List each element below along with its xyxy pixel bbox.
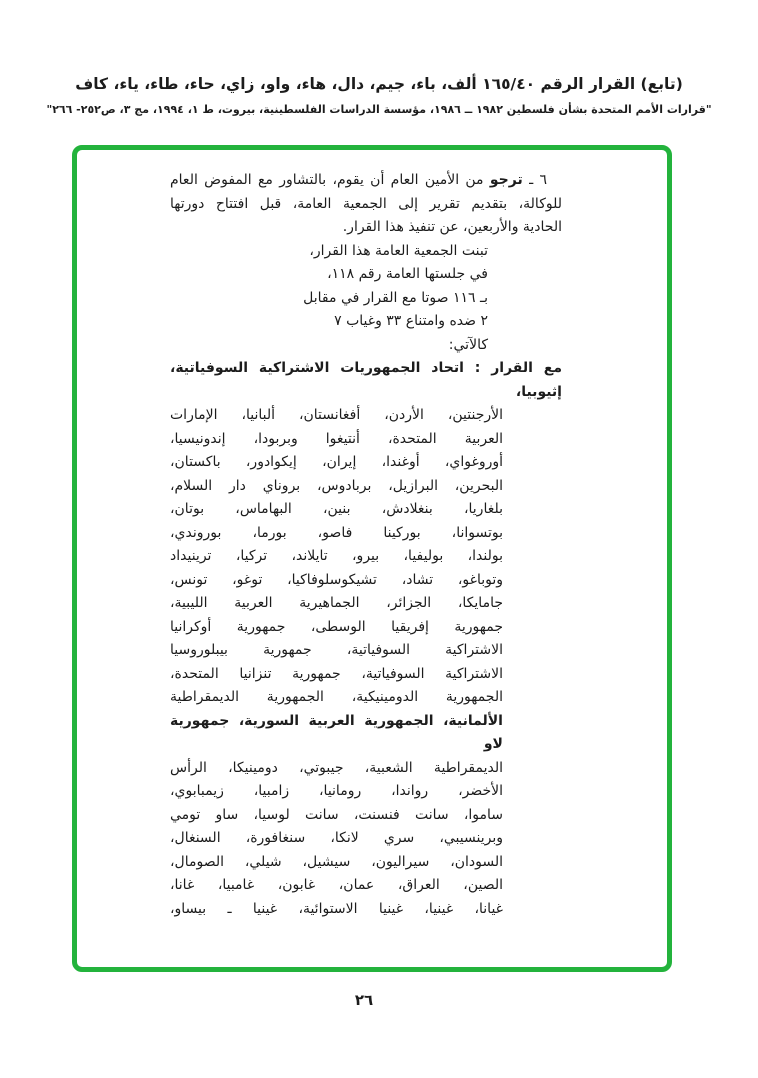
text-line: الاشتراكية السوفياتية، جمهورية بيبلوروسيا: [170, 642, 503, 658]
operative-verb: ترجو: [489, 172, 523, 188]
paragraph-6-line-1: [170, 169, 562, 193]
page-number: ٢٦: [354, 991, 374, 1009]
header-source-citation: "قرارات الأمم المتحدة بشأن فلسطين ١٩٨٢ ــ ١٩٨٦، مؤسسة الدراسات الفلسطينية، بيروت، ط ١، ١٩٩٤، مج ٣، ص٢٥٢- ٢٦٦": [46, 103, 712, 116]
text-line: الأخضر، رواندا، رومانيا، زامبيا، زيمبابوي،: [170, 783, 503, 799]
text-line: وبرينسيبي، سري لانكا، سنغافورة، السنغال،: [170, 830, 503, 846]
in-favour-heading-line: [170, 357, 562, 404]
paragraph-6-line-3: الحادية والأربعين، عن تنفيذ هذا القرار.: [342, 219, 562, 235]
page-number-area: [0, 990, 743, 1009]
text-line: أوروغواي، أوغندا، إيران، إيكوادور، باكستان،: [170, 454, 503, 470]
text-line: ٢ ضده وامتناع ٣٣ وغياب ٧: [334, 313, 488, 329]
text-line: البحرين، البرازيل، بربادوس، بروناي دار السلام،: [170, 477, 503, 494]
text-line: في جلستها العامة رقم ١١٨،: [327, 266, 488, 282]
text-line: ساموا، سانت فنسنت، سانت لوسيا، ساو تومي: [170, 806, 503, 823]
colon-separator: :: [474, 360, 481, 376]
text-line: غيانا، غينيا، غينيا الاستوائية، غينيا ـ بيساو،: [170, 900, 503, 917]
document-body: [170, 169, 562, 921]
text-line: الجمهورية الدومينيكية، الجمهورية الديمقراطية: [170, 689, 503, 705]
in-favour-label: مع القرار: [491, 360, 562, 376]
text-line: الألمانية، الجمهورية العربية السورية، جمهورية لاو: [170, 712, 503, 752]
text-line: السودان، سيراليون، سيشيل، شيلي، الصومال،: [170, 853, 503, 870]
text-line: جامايكا، الجزائر، الجماهيرية العربية الليبية،: [170, 595, 503, 611]
text-line: كالآتي:: [448, 336, 488, 353]
text-line: بـ ١١٦ صوتا مع القرار في مقابل: [303, 289, 488, 306]
paragraph-6-text: من الأمين العام أن يقوم، بالتشاور مع المفوض العام: [170, 172, 484, 188]
text-line: جمهورية إفريقيا الوسطى، جمهورية أوكرانيا: [170, 618, 503, 635]
text-line: الاشتراكية السوفياتية، جمهورية تنزانيا المتحدة،: [170, 665, 503, 682]
text-line: بلغاريا، بنغلادش، بنين، البهاماس، بوتان،: [170, 501, 503, 517]
text-line: بولندا، بوليفيا، بيرو، تايلاند، تركيا، ترينيداد: [170, 548, 503, 564]
vote-record: [170, 240, 562, 358]
paragraph-6-line-2: للوكالة، بتقديم تقرير إلى الجمعية العامة، قبل افتتاح دورتها: [170, 195, 562, 212]
header-resolution-title: (تابع) القرار الرقم ١٦٥/٤٠ ألف، باء، جيم، دال، هاء، واو، زاي، حاء، طاء، ياء، كاف: [75, 75, 683, 93]
in-favour-first-countries: اتحاد الجمهوريات الاشتراكية السوفياتية، إثيوبيا،: [170, 360, 562, 400]
text-line: الصين، العراق، عمان، غابون، غامبيا، غانا،: [170, 877, 503, 893]
text-line: الأرجنتين، الأردن، أفغانستان، ألبانيا، الإمارات: [170, 407, 503, 423]
in-favour-country-list: [170, 404, 562, 921]
text-line: بوتسوانا، بوركينا فاصو، بورما، بوروندي،: [170, 524, 503, 541]
text-line: العربية المتحدة، أنتيغوا وبربودا، إندونيسيا،: [170, 430, 503, 447]
text-line: وتوباغو، تشاد، تشيكوسلوفاكيا، توغو، تونس،: [170, 571, 503, 588]
clause-number: ٦ ـ: [529, 172, 548, 188]
text-line: تبنت الجمعية العامة هذا القرار،: [309, 242, 488, 259]
text-line: الديمقراطية الشعبية، جيبوتي، دومينيكا، الرأس: [170, 759, 503, 776]
